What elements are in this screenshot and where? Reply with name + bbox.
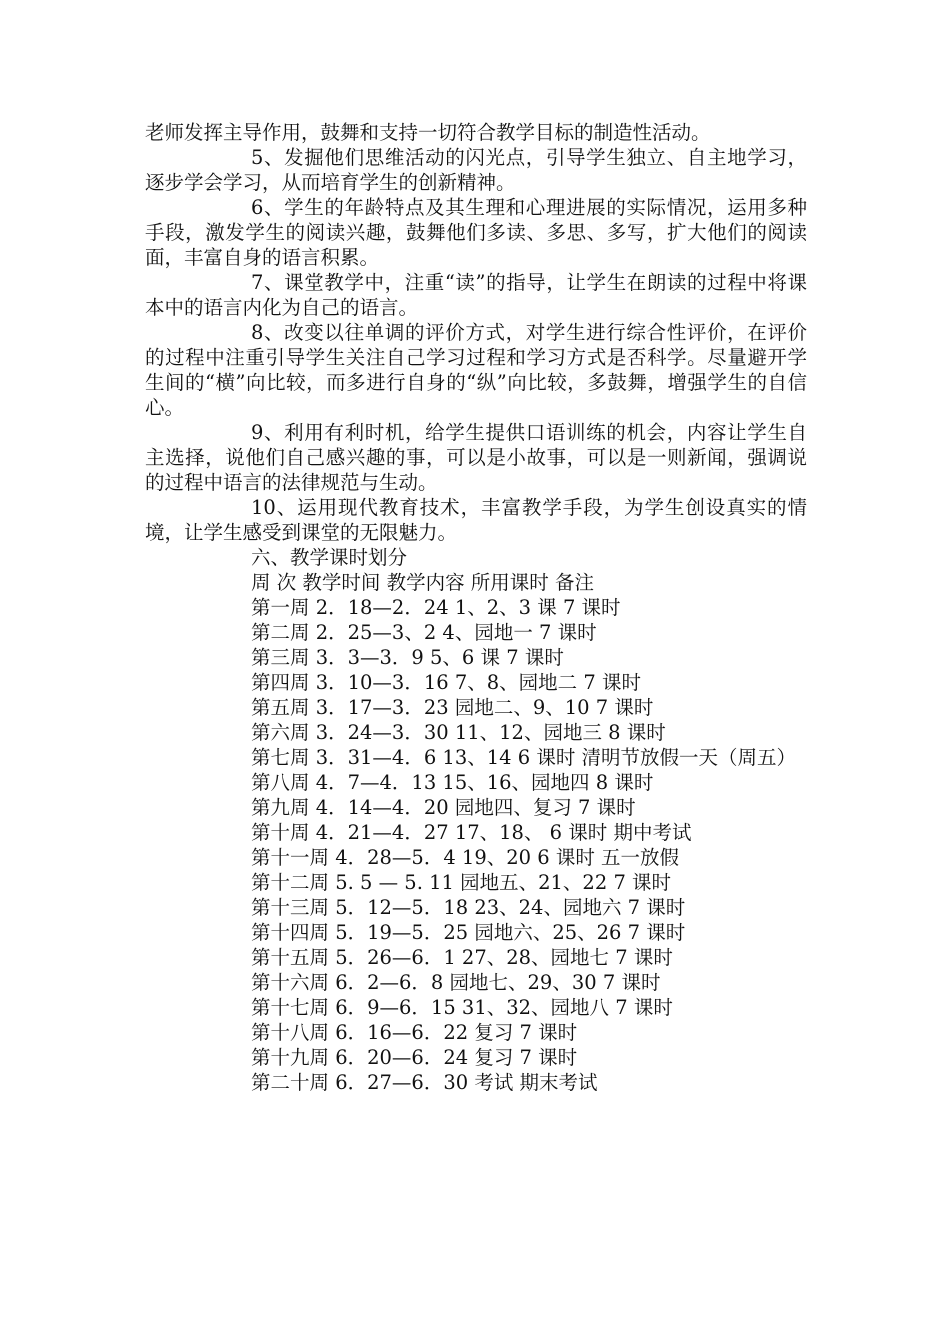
schedule-row: 第四周 3．10—3．16 7、8、园地二 7 课时 bbox=[251, 671, 641, 694]
schedule-row: 第一周 2．18—2．24 1、2、3 课 7 课时 bbox=[251, 596, 621, 619]
schedule-row: 第六周 3．24—3．30 11、12、园地三 8 课时 bbox=[251, 721, 666, 744]
schedule-row: 第十二周 5. 5 — 5. 11 园地五、21、22 7 课时 bbox=[251, 871, 672, 894]
schedule-row: 第十九周 6．20—6．24 复习 7 课时 bbox=[251, 1046, 578, 1069]
schedule-row: 第十三周 5．12—5．18 23、24、园地六 7 课时 bbox=[251, 896, 686, 919]
schedule-row: 第十七周 6．9—6．15 31、32、园地八 7 课时 bbox=[251, 996, 673, 1019]
schedule-row: 第十四周 5．19—5．25 园地六、25、26 7 课时 bbox=[251, 921, 686, 944]
schedule-row: 第九周 4．14—4．20 园地四、复习 7 课时 bbox=[251, 796, 636, 819]
body-paragraph: 老师发挥主导作用，鼓舞和支持一切符合教学目标的制造性活动。 bbox=[145, 121, 711, 144]
schedule-row: 第十五周 5．26—6．1 27、28、园地七 7 课时 bbox=[251, 946, 673, 969]
body-paragraph: 5、发掘他们思维活动的闪光点，引导学生独立、自主地学习，逐步学会学习，从而培育学生的创新精神。 bbox=[145, 146, 807, 194]
body-paragraph: 6、学生的年龄特点及其生理和心理进展的实际情况，运用多种手段，激发学生的阅读兴趣，鼓舞他们多读、多思、多写，扩大他们的阅读面，丰富自身的语言积累。 bbox=[145, 196, 807, 269]
document-page bbox=[145, 120, 807, 1095]
schedule-row: 第五周 3．17—3．23 园地二、9、10 7 课时 bbox=[251, 696, 654, 719]
schedule-row: 第二十周 6．27—6．30 考试 期末考试 bbox=[251, 1071, 598, 1094]
schedule-list bbox=[145, 595, 807, 1095]
schedule-header: 周 次 教学时间 教学内容 所用课时 备注 bbox=[251, 571, 594, 594]
section-title: 六、教学课时划分 bbox=[251, 546, 408, 569]
body-paragraph: 8、改变以往单调的评价方式，对学生进行综合性评价，在评价的过程中注重引导学生关注自己学习过程和学习方式是否科学。尽量避开学生间的“横”向比较，而多进行自身的“纵”向比较，多鼓舞，增强学生的自信心。 bbox=[145, 321, 807, 419]
schedule-row: 第七周 3．31—4．6 13、14 6 课时 清明节放假一天（周五） bbox=[251, 746, 797, 769]
schedule-row: 第十八周 6．16—6．22 复习 7 课时 bbox=[251, 1021, 578, 1044]
schedule-row: 第三周 3．3—3．9 5、6 课 7 课时 bbox=[251, 646, 564, 669]
body-paragraph: 9、利用有利时机，给学生提供口语训练的机会，内容让学生自主选择，说他们自己感兴趣的事，可以是小故事，可以是一则新闻，强调说的过程中语言的法律规范与生动。 bbox=[145, 421, 807, 494]
body-paragraph: 10、运用现代教育技术，丰富教学手段，为学生创设真实的情境，让学生感受到课堂的无限魅力。 bbox=[145, 496, 807, 544]
body-paragraphs bbox=[145, 120, 807, 545]
body-paragraph: 7、课堂教学中，注重“读”的指导，让学生在朗读的过程中将课本中的语言内化为自己的语言。 bbox=[145, 271, 807, 319]
schedule-row: 第十一周 4．28—5．4 19、20 6 课时 五一放假 bbox=[251, 846, 680, 869]
schedule-row: 第十周 4．21—4．27 17、18、 6 课时 期中考试 bbox=[251, 821, 692, 844]
schedule-row: 第十六周 6．2—6．8 园地七、29、30 7 课时 bbox=[251, 971, 661, 994]
schedule-row: 第二周 2．25—3、2 4、园地一 7 课时 bbox=[251, 621, 597, 644]
schedule-row: 第八周 4．7—4．13 15、16、园地四 8 课时 bbox=[251, 771, 654, 794]
